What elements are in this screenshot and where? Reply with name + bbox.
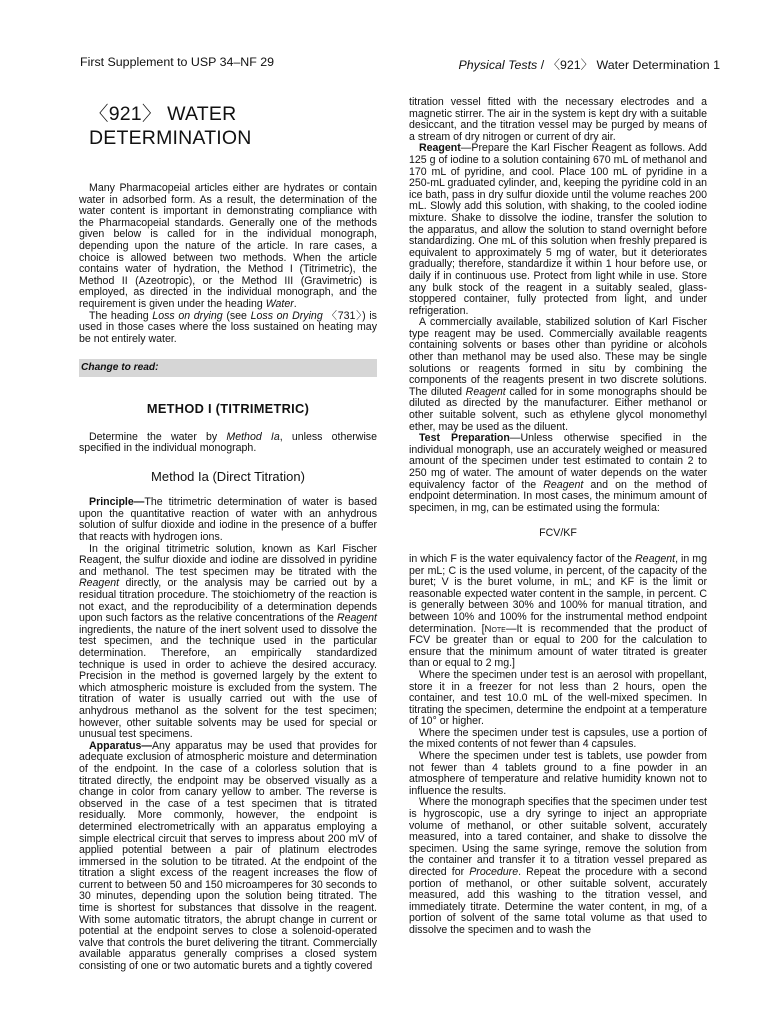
apparatus-label: Apparatus— — [89, 739, 152, 752]
intro-water-ref: Water — [265, 297, 294, 310]
intro2-text: The heading — [89, 309, 153, 322]
method-intro-em: Method Ia — [226, 430, 280, 443]
intro-paragraph-2 — [79, 311, 377, 346]
method-intro-text: Determine the water by — [89, 430, 227, 443]
intro2-text-end: 〈731〉) is used in those cases where the loss sustained on heating may be not entirely water. — [79, 309, 377, 345]
right-column — [409, 97, 707, 937]
apparatus-text: Any apparatus may be used that provides for adequate exclusion of atmospheric moisture and determination of the endpoint. In the case of a colorless solution that is titrated directly, the endpoint may be observed visually as a change in color from canary yellow to amber. The reverse is observed in the case of a test specimen that is titrated residually. More commonly, however, the endpoint is determined electrometrically with an apparatus employing a simple electrical circuit that serves to impress about 200 mV of applied potential between a pair of platinum electrodes immersed in the solution to be titrated. At the endpoint of the titration a slight excess of the reagent increases the flow of current to between 50 and 150 microamperes for 30 seconds to 30 minutes, depending upon the solution being titrated. The time is shortest for substances that dissolve in the reagent. With some automatic titrators, the abrupt change in current or potential at the endpoint serves to close a solenoid-operated valve that controls the buret delivering the titrant. Commercially available apparatus generally comprises a closed system consisting of one or two automatic burets and a tightly covered — [79, 739, 377, 973]
hygro-text-b: . Repeat the procedure with a second portion of methanol, or other suitable solvent, accurately measured, add this washing to the titration vessel, and immediately titrate. Determine the water content, in mg, of a portion of solvent of the same total volume as that used to dissolve the specimen and to wash the — [409, 866, 707, 936]
formula-explanation — [409, 554, 707, 670]
method-heading: METHOD I (TITRIMETRIC) — [146, 400, 310, 416]
intro2-em-1: Loss on drying — [152, 309, 223, 322]
header-right — [459, 55, 720, 73]
left-column — [79, 97, 377, 973]
commercial-paragraph — [409, 317, 707, 433]
intro-paragraph-1 — [79, 183, 377, 311]
testprep-text-b: and on the method of endpoint determination. In most cases, the minimum amount of specimen, in mg, can be estimated using the formula: — [409, 478, 707, 514]
original-text-c: ingredients, the nature of the inert solvent used to dissolve the test specimen, and the technique used in the particular determination. Therefore, an empirically standardized technique is used in order to achieve the desired accuracy. Precision in the method is governed largely by the extent to which atmospheric moisture is excluded from the system. The titration of water is usually carried out with the use of anhydrous methanol as the solvent for the test specimen; however, other suitable solvents may be used for special or unusual test specimens. — [79, 623, 377, 741]
intro-text: Many Pharmacopeial articles either are hydrates or contain water in adsorbed form. As a result, the determination of the water content is important in demonstrating compliance with the Pharmacopeial standards. Generally one of the methods given below is called for in the individual monograph, depending upon the nature of the article. In rare cases, a choice is allowed between two methods. When the article contains water of hydration, the Method I (Titrimetric), the Method II (Azeotropic), or the Method III (Gravimetric) is employed, as directed in the individual monograph, and the requirement is given under the heading — [79, 182, 377, 310]
commercial-text-b: called for in some monographs should be diluted as directed by the manufacturer. Either methanol or other suitable solvent, such as ethylene glycol monomethyl ether, may be used as the diluent. — [409, 385, 707, 433]
method-intro — [79, 432, 377, 455]
method-intro-end: , unless otherwise specified in the individual monograph. — [79, 430, 377, 455]
original-text-b: directly, or the analysis may be carried out by a residual titration procedure. The stoichiometry of the reaction is not exact, and the reproducibility of a determination depends upon such factors as the relative concentrations of the — [79, 577, 377, 625]
capsules-paragraph: Where the specimen under test is capsules, use a portion of the mixed contents of not fewer than 4 capsules. — [409, 726, 707, 751]
hygroscopic-paragraph — [409, 797, 707, 936]
running-header — [80, 55, 720, 73]
formula: FCV/KF — [539, 527, 577, 540]
original-em-1: Reagent — [79, 577, 120, 590]
testprep-em: Reagent — [543, 478, 584, 491]
where-text-c: —It is recommended that the product of FCV be greater than or equal to 200 for the calculation to ensure that the minimum amount of water titrated is greater than or equal to 2 mg.] — [409, 622, 707, 670]
header-section: Physical Tests — [458, 58, 538, 72]
hygro-em: Procedure — [469, 866, 519, 878]
reagent-paragraph — [409, 143, 707, 317]
principle-paragraph — [79, 497, 377, 543]
chapter-title: 〈921〉 WATER DETERMINATION — [89, 103, 252, 149]
header-left: First Supplement to USP 34–NF 29 — [80, 55, 274, 69]
commercial-text-a: A commercially available, stabilized solution of Karl Fischer type reagent may be used. Commercially available reagents containing solvents or bases other than pyridine or alcohols other than methanol may be used also. These may be single solutions or reagents formed in situ by combining the components of the reagents present in two discrete solutions. The diluted — [409, 316, 707, 398]
where-text-a: in which F is the water equivalency factor of the — [409, 552, 636, 565]
commercial-em: Reagent — [465, 385, 506, 398]
note-label: Note — [484, 623, 506, 635]
hygro-text-a: Where the monograph specifies that the specimen under test is hygroscopic, use a dry syringe to inject an appropriate volume of methanol, or other suitable solvent, accurately measured, into a tared container, and shake to dissolve the specimen. Using the same syringe, remove the solution from the container and transfer it to a titration vessel prepared as directed for — [409, 796, 707, 878]
where-text-b: , in mg per mL; C is the used volume, in percent, of the capacity of the buret; V is the buret volume, in mL; and KF is the limit or reasonable expected water content in the sample, in percent. C is generally between 30% and 100% for manual titration, and between 10% and 100% for the instrumental method endpoint determination. [ — [409, 552, 707, 635]
intro2-em-2: Loss on Drying — [250, 309, 323, 322]
apparatus-paragraph — [79, 741, 377, 973]
continuation-paragraph: titration vessel fitted with the necessary electrodes and a magnetic stirrer. The air in the system is kept dry with a suitable desiccant, and the titration vessel may be purged by means of a stream of dry nitrogen or current of dry air. — [409, 96, 707, 143]
intro-text-end: . — [293, 297, 297, 310]
sub-heading: Method Ia (Direct Titration) — [151, 468, 305, 484]
tablets-paragraph: Where the specimen under test is tablets, use powder from not fewer than 4 tablets ground to a fine powder in an atmosphere of temperature and relative humidity known not to influence the results. — [409, 750, 707, 797]
original-em-2: Reagent — [336, 612, 377, 625]
change-to-read-bar: Change to read: — [79, 359, 377, 377]
where-em: Reagent — [635, 552, 676, 565]
reagent-text: —Prepare the Karl Fischer Reagent as follows. Add 125 g of iodine to a solution containing 670 mL of methanol and 170 mL of pyridine, and cool. Place 100 mL of pyridine in a 250-mL graduated cylinder, and, keeping the pyridine cold in an ice bath, pass in dry sulfur dioxide until the volume reaches 200 mL. Slowly add this solution, with shaking, to the cooled iodine mixture. Shake to dissolve the iodine, transfer the solution to the apparatus, and allow the solution to stand overnight before standardizing. One mL of this solution when freshly prepared is equivalent to approximately 5 mg of water, but it deteriorates gradually; therefore, standardize it within 1 hour before use, or daily if in continuous use. Protect from light while in use. Store any bulk stock of the reagent in a suitably sealed, glass-stoppered container, fully protected from light, and under refrigeration. — [409, 142, 707, 317]
principle-text: The titrimetric determination of water is based upon the quantitative reaction of water with an anhydrous solution of sulfur dioxide and iodine in the presence of a buffer that reacts with hydrogen ions. — [79, 496, 377, 544]
testprep-label: Test Preparation — [419, 432, 510, 445]
reagent-label: Reagent — [419, 142, 461, 155]
principle-label: Principle— — [89, 496, 145, 509]
intro2-text-mid: (see — [222, 309, 251, 322]
original-text-a: In the original titrimetric solution, known as Karl Fischer Reagent, the sulfur dioxide and iodine are dissolved in pyridine and methanol. The test specimen may be titrated with the — [79, 542, 377, 578]
header-chapter: / 〈921〉 Water Determination 1 — [537, 58, 720, 72]
testprep-text-a: —Unless otherwise specified in the individual monograph, use an accurately weighed or measured amount of the specimen under test estimated to contain 2 to 250 mg of water. The amount of water depends on the water equivalency factor of the — [409, 432, 707, 491]
original-solution-paragraph — [79, 544, 377, 741]
aerosol-paragraph: Where the specimen under test is an aerosol with propellant, store it in a freezer for not less than 2 hours, open the container, and test 10.0 mL of the well-mixed specimen. In titrating the specimen, determine the endpoint at a temperature of 10° or higher. — [409, 668, 707, 728]
test-preparation-paragraph — [409, 433, 707, 514]
